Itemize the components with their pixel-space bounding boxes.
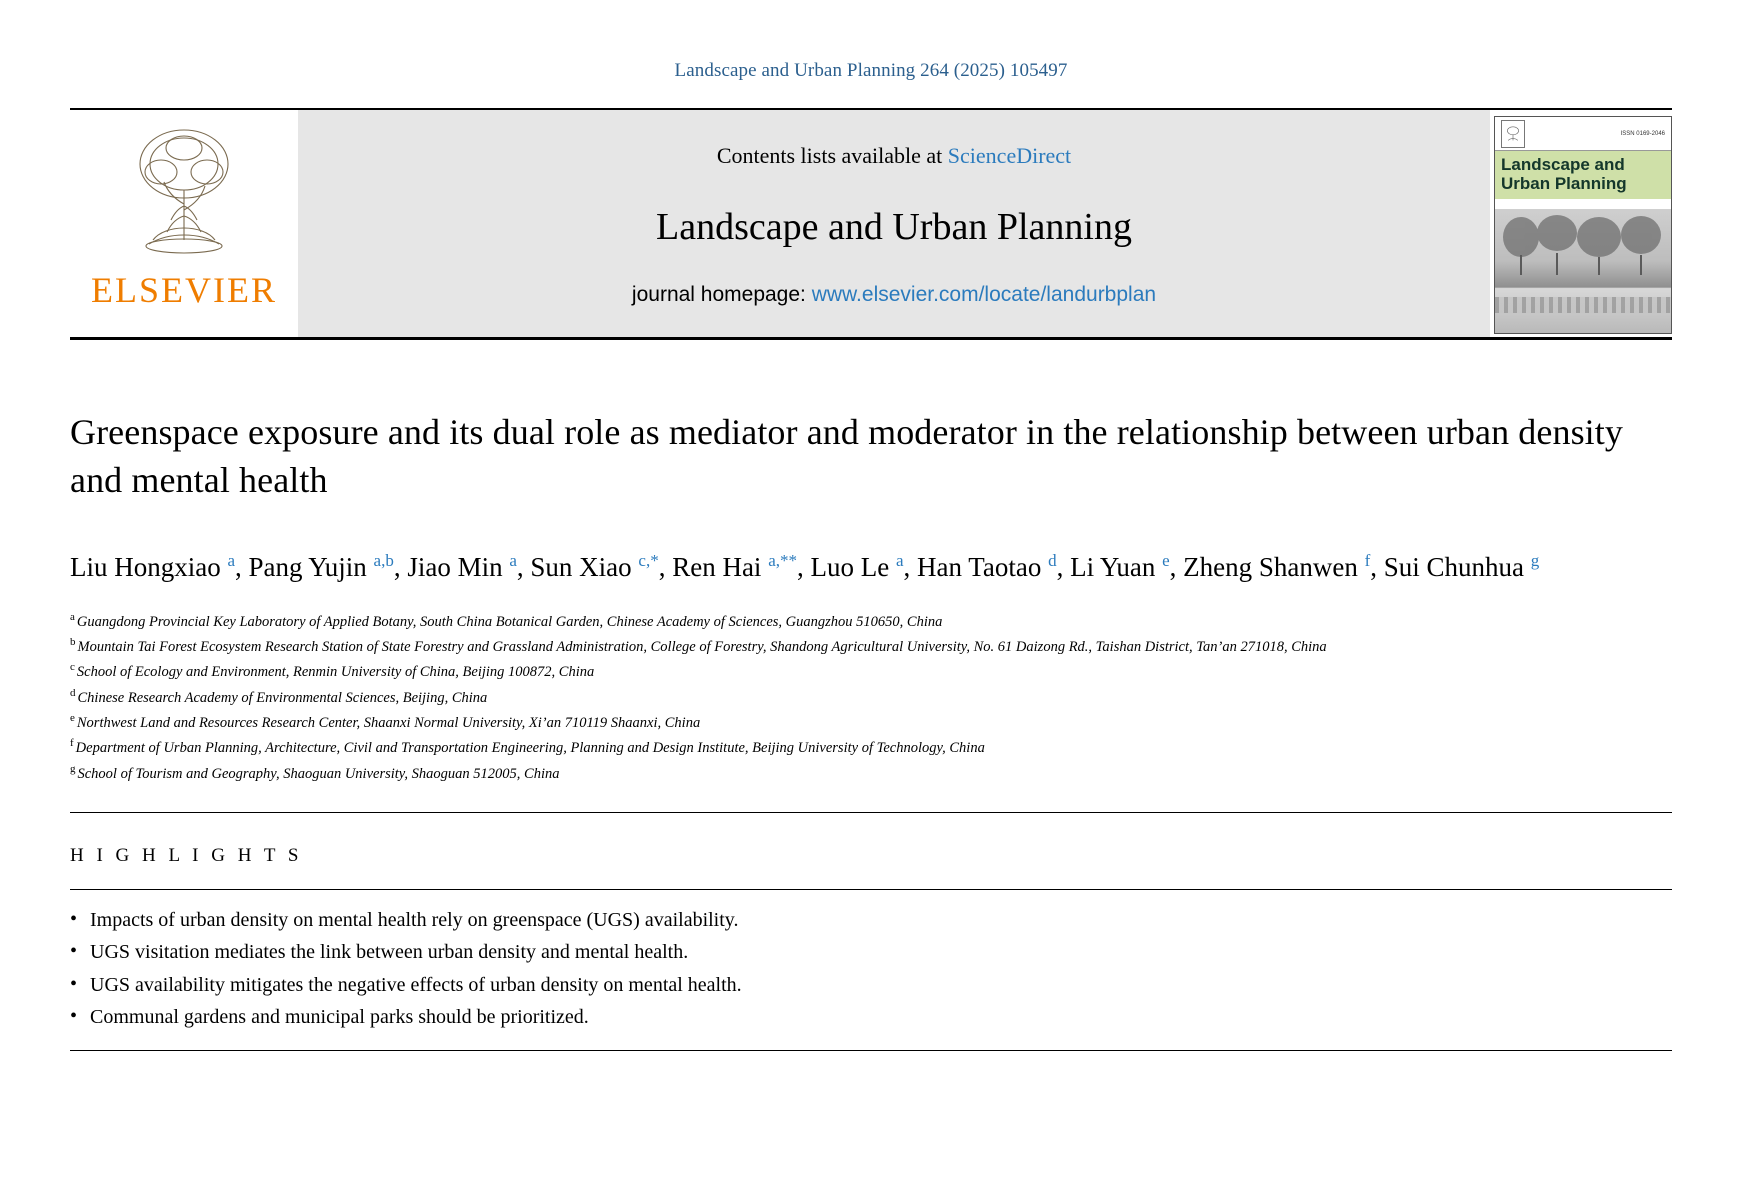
author-affiliation-mark: a [895,551,904,571]
author-separator: , [903,552,918,583]
highlight-item: • UGS availability mitigates the negative effects of urban density on mental health. [70,969,1672,1001]
author-name: Sui Chunhua [1383,552,1531,583]
affiliation-text: School of Ecology and Environment, Renmin University of China, Beijing 100872, China [76,664,595,681]
highlight-item: • Communal gardens and municipal parks should be prioritized. [70,1001,1672,1033]
author-separator: , [1169,552,1184,583]
journal-title: Landscape and Urban Planning [656,205,1132,248]
author-name: Luo Le [810,552,896,583]
author-name: Pang Yujin [248,552,374,583]
author-separator: , [1056,552,1071,583]
author-name: Jiao Min [407,552,510,583]
elsevier-wordmark: ELSEVIER [91,270,277,310]
author-affiliation-mark: f [1364,551,1371,571]
contents-prefix: Contents lists available at [716,142,948,168]
cover-image [1494,116,1672,334]
sciencedirect-link[interactable]: ScienceDirect [947,142,1072,168]
author-separator: , [658,552,673,583]
author-separator: , [235,552,249,583]
cover-issn: ISSN 0169-2046 [1620,130,1665,137]
publisher-logo [70,110,298,337]
author-name: Han Taotao [917,552,1049,583]
highlight-item: • Impacts of urban density on mental health rely on greenspace (UGS) availability. [70,904,1672,936]
affiliation-text: Department of Urban Planning, Architecture, Civil and Transportation Engineering, Planning and Design Institute, Beijing University of Technology, China [75,740,985,757]
author-affiliation-mark: a,b [373,551,394,571]
highlight-item: • UGS visitation mediates the link between urban density and mental health. [70,936,1672,968]
divider-above-highlights [70,812,1672,813]
cover-title: Landscape and Urban Planning [1495,151,1671,199]
author-separator: , [1370,552,1384,583]
affiliation-mark: a [70,610,75,623]
author-name: Zheng Shanwen [1183,552,1365,583]
author-affiliation-mark: a [227,551,236,571]
affiliation-item [70,710,1672,735]
affiliation-mark: c [70,661,75,674]
article-front-matter [70,340,1672,1051]
cover-tree-icon [1505,124,1521,144]
author-affiliation-mark: a [509,551,517,571]
affiliation-item [70,634,1672,659]
homepage-prefix: journal homepage: [631,282,812,306]
cover-skyline [1495,297,1671,313]
journal-masthead [70,108,1672,340]
affiliation-list [70,609,1672,786]
affiliation-text: School of Tourism and Geography, Shaoguan University, Shaoguan 512005, China [77,765,560,782]
divider-highlights-bottom [70,1050,1672,1051]
author-separator: , [516,552,531,583]
author-affiliation-mark: e [1162,551,1170,571]
author-affiliation-mark: a,** [768,551,797,571]
author-affiliation-mark: d [1048,551,1057,571]
affiliation-text: Mountain Tai Forest Ecosystem Research Station of State Forestry and Grassland Administration, College of Forestry, Shandong Agricultural University, No. 61 Daizong Rd., Taishan District, Tan’an 271018, China [77,638,1327,655]
author-separator: , [393,552,408,583]
affiliation-mark: f [70,737,74,750]
affiliation-item [70,735,1672,760]
highlights-list [70,904,1672,1050]
affiliation-mark: b [70,636,76,649]
contents-line [717,143,1071,169]
affiliation-mark: d [70,686,76,699]
divider-highlights-top [70,889,1672,890]
elsevier-tree-icon [109,120,259,270]
author-name: Li Yuan [1070,552,1163,583]
affiliation-text: Chinese Research Academy of Environmental Sciences, Beijing, China [77,689,488,706]
affiliation-item [70,761,1672,786]
cover-header [1495,117,1671,151]
author-separator: , [796,552,811,583]
author-affiliation-mark: c,* [638,551,659,571]
masthead-center [298,110,1490,337]
author-name: Ren Hai [672,552,769,583]
affiliation-text: Northwest Land and Resources Research Center, Shaanxi Normal University, Xi’an 710119 Shaanxi, China [76,714,701,731]
author-name: Sun Xiao [530,552,639,583]
running-head: Landscape and Urban Planning 264 (2025) 105497 [674,60,1068,81]
affiliation-mark: e [70,712,75,725]
affiliation-item [70,685,1672,710]
cover-publisher-mark [1501,120,1525,148]
homepage-line [632,283,1156,307]
author-list [70,548,1672,586]
author-affiliation-mark: g [1530,551,1540,571]
affiliation-mark: g [70,762,76,775]
author-name: Liu Hongxiao [70,552,228,583]
page-title: Greenspace exposure and its dual role as mediator and moderator in the relationship between urban density and mental health [70,412,1623,501]
cover-trees-icon [1501,215,1665,277]
affiliation-item [70,609,1672,634]
highlights-heading: H I G H L I G H T S [70,844,303,866]
affiliation-item [70,659,1672,684]
journal-cover [1490,110,1672,337]
affiliation-text: Guangdong Provincial Key Laboratory of Applied Botany, South China Botanical Garden, Chinese Academy of Sciences, Guangzhou 510650, China [76,613,943,630]
journal-homepage-link[interactable]: www.elsevier.com/locate/landurbplan [811,282,1157,306]
